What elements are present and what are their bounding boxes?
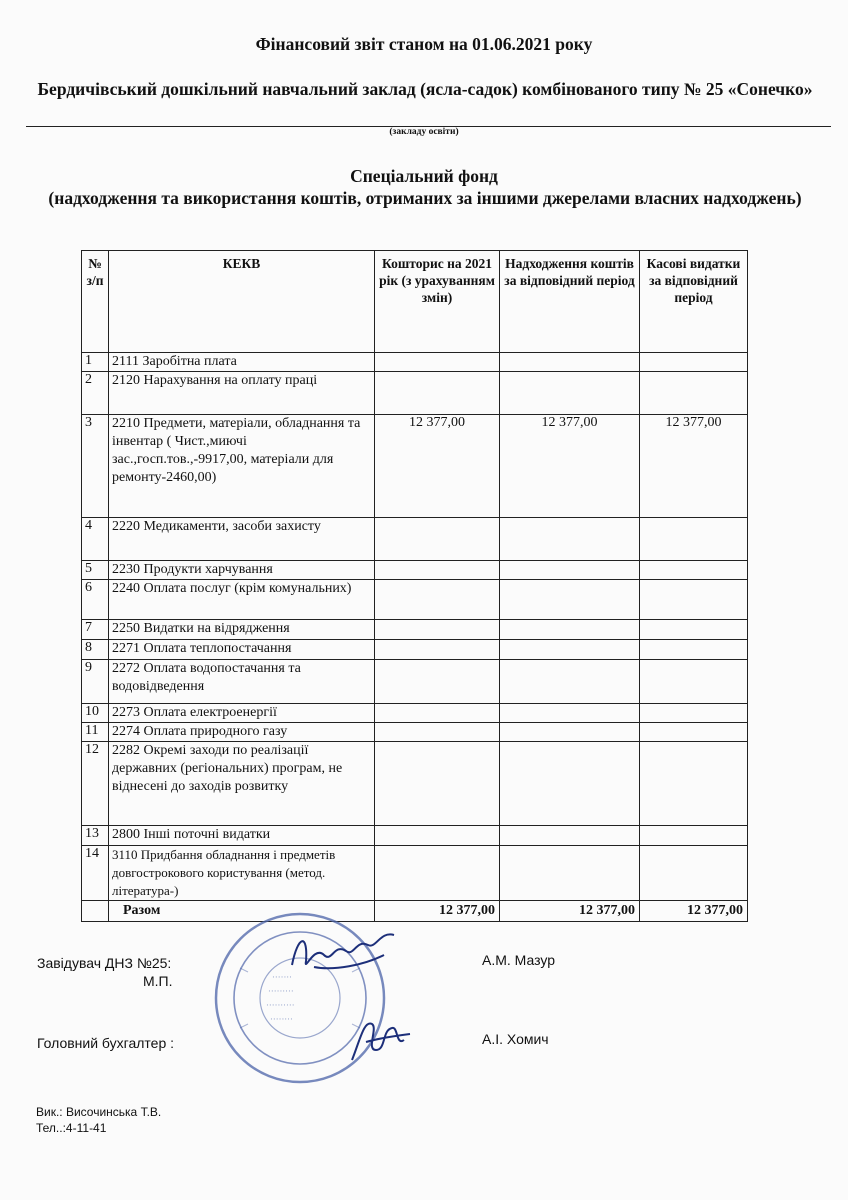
row-kekv: 2271 Оплата теплопостачання (109, 640, 375, 660)
row-spent (640, 846, 748, 901)
row-kekv: 2274 Оплата природного газу (109, 723, 375, 742)
row-number: 14 (82, 846, 109, 901)
row-plan (375, 353, 500, 372)
table-row (82, 704, 748, 723)
fund-title: Спеціальний фонд (350, 166, 498, 186)
row-plan (375, 518, 500, 561)
total-plan: 12 377,00 (375, 901, 500, 922)
director-signature-icon (284, 925, 404, 985)
svg-text:··········: ·········· (266, 1001, 295, 1011)
seal-label: М.П. (143, 973, 173, 989)
row-income (500, 620, 640, 640)
table-row (82, 415, 748, 518)
total-spent: 12 377,00 (640, 901, 748, 922)
row-plan (375, 620, 500, 640)
row-income (500, 580, 640, 620)
row-kekv: 2800 Інші поточні видатки (109, 826, 375, 846)
row-number: 7 (82, 620, 109, 640)
row-plan (375, 723, 500, 742)
table-row (82, 353, 748, 372)
row-kekv: 2282 Окремі заходи по реалізації державних (регіональних) програм, не віднесені до заходів розвитку (109, 742, 375, 826)
total-income: 12 377,00 (500, 901, 640, 922)
row-spent (640, 826, 748, 846)
row-plan (375, 846, 500, 901)
row-spent (640, 518, 748, 561)
table-row (82, 561, 748, 580)
table-row (82, 372, 748, 415)
accountant-signature-icon (346, 1010, 416, 1068)
accountant-name: А.І. Хомич (482, 1031, 549, 1047)
row-plan (375, 660, 500, 704)
svg-text:·········: ········· (268, 987, 294, 997)
row-number: 2 (82, 372, 109, 415)
row-income (500, 353, 640, 372)
row-kekv: 2250 Видатки на відрядження (109, 620, 375, 640)
svg-text:········: ········ (270, 1015, 293, 1025)
row-income (500, 640, 640, 660)
report-title: Фінансовий звіт станом на 01.06.2021 року (255, 34, 593, 54)
row-number: 11 (82, 723, 109, 742)
row-number: 5 (82, 561, 109, 580)
row-spent (640, 742, 748, 826)
row-number: 13 (82, 826, 109, 846)
table-row (82, 723, 748, 742)
row-plan (375, 640, 500, 660)
row-kekv: 2240 Оплата послуг (крім комунальних) (109, 580, 375, 620)
row-income (500, 372, 640, 415)
col-header-income: Надходження коштів за відповідний період (500, 251, 640, 353)
row-spent (640, 372, 748, 415)
row-kekv: 2230 Продукти харчування (109, 561, 375, 580)
table-row (82, 742, 748, 826)
row-spent (640, 353, 748, 372)
table-row (82, 846, 748, 901)
col-header-number: № з/п (82, 251, 109, 353)
institution-caption: (закладу освіти) (389, 127, 459, 137)
row-kekv: 2272 Оплата водопостачання та водовідведення (109, 660, 375, 704)
total-label: Разом (109, 901, 375, 922)
row-number: 9 (82, 660, 109, 704)
row-number: 10 (82, 704, 109, 723)
row-spent (640, 580, 748, 620)
row-income: 12 377,00 (500, 415, 640, 518)
row-spent (640, 660, 748, 704)
row-kekv: 2210 Предмети, матеріали, обладнання та інвентар ( Чист.,миючі зас.,госп.тов.,-9917,00, матеріали для ремонту-2460,00) (109, 415, 375, 518)
row-number: 8 (82, 640, 109, 660)
row-income (500, 660, 640, 704)
table-row (82, 660, 748, 704)
row-plan (375, 561, 500, 580)
col-header-plan: Кошторис на 2021 рік (з урахуванням змін) (375, 251, 500, 353)
row-number: 12 (82, 742, 109, 826)
accountant-label: Головний бухгалтер : (37, 1035, 175, 1051)
total-row (82, 901, 748, 922)
row-kekv: 2273 Оплата електроенергії (109, 704, 375, 723)
fund-subtitle: (надходження та використання коштів, отриманих за іншими джерелами власних надходжень) (48, 188, 802, 208)
row-number: 3 (82, 415, 109, 518)
col-header-spent: Касові видатки за відповідний період (640, 251, 748, 353)
row-kekv: 3110 Придбання обладнання і предметів довгострокового користування (метод. література-) (109, 846, 375, 901)
row-plan (375, 704, 500, 723)
director-name: А.М. Мазур (482, 952, 556, 968)
row-plan (375, 742, 500, 826)
row-income (500, 561, 640, 580)
row-kekv: 2120 Нарахування на оплату праці (109, 372, 375, 415)
table-row (82, 518, 748, 561)
table-row (82, 826, 748, 846)
row-income (500, 518, 640, 561)
row-spent (640, 620, 748, 640)
col-header-kekv: КЕКВ (109, 251, 375, 353)
finance-table (81, 250, 748, 922)
row-kekv: 2220 Медикаменти, засоби захисту (109, 518, 375, 561)
table-row (82, 640, 748, 660)
row-income (500, 826, 640, 846)
svg-text:·······: ······· (272, 973, 293, 983)
table-header-row (82, 251, 748, 353)
row-spent (640, 723, 748, 742)
row-spent: 12 377,00 (640, 415, 748, 518)
row-number: 6 (82, 580, 109, 620)
row-income (500, 723, 640, 742)
executor-text: Вик.: Височинська Т.В. (36, 1105, 162, 1119)
total-number-cell (82, 901, 109, 922)
row-income (500, 742, 640, 826)
row-plan (375, 372, 500, 415)
row-number: 4 (82, 518, 109, 561)
row-kekv: 2111 Заробітна плата (109, 353, 375, 372)
row-plan: 12 377,00 (375, 415, 500, 518)
row-spent (640, 640, 748, 660)
row-income (500, 846, 640, 901)
director-label: Завідувач ДНЗ №25: (37, 955, 172, 971)
table-row (82, 620, 748, 640)
phone-text: Тел..:4-11-41 (36, 1121, 107, 1135)
institution-name: Бердичівський дошкільний навчальний заклад (ясла-садок) комбінованого типу № 25 «Сонечко» (37, 79, 813, 99)
row-plan (375, 826, 500, 846)
row-spent (640, 704, 748, 723)
row-plan (375, 580, 500, 620)
row-number: 1 (82, 353, 109, 372)
table-row (82, 580, 748, 620)
row-spent (640, 561, 748, 580)
row-income (500, 704, 640, 723)
